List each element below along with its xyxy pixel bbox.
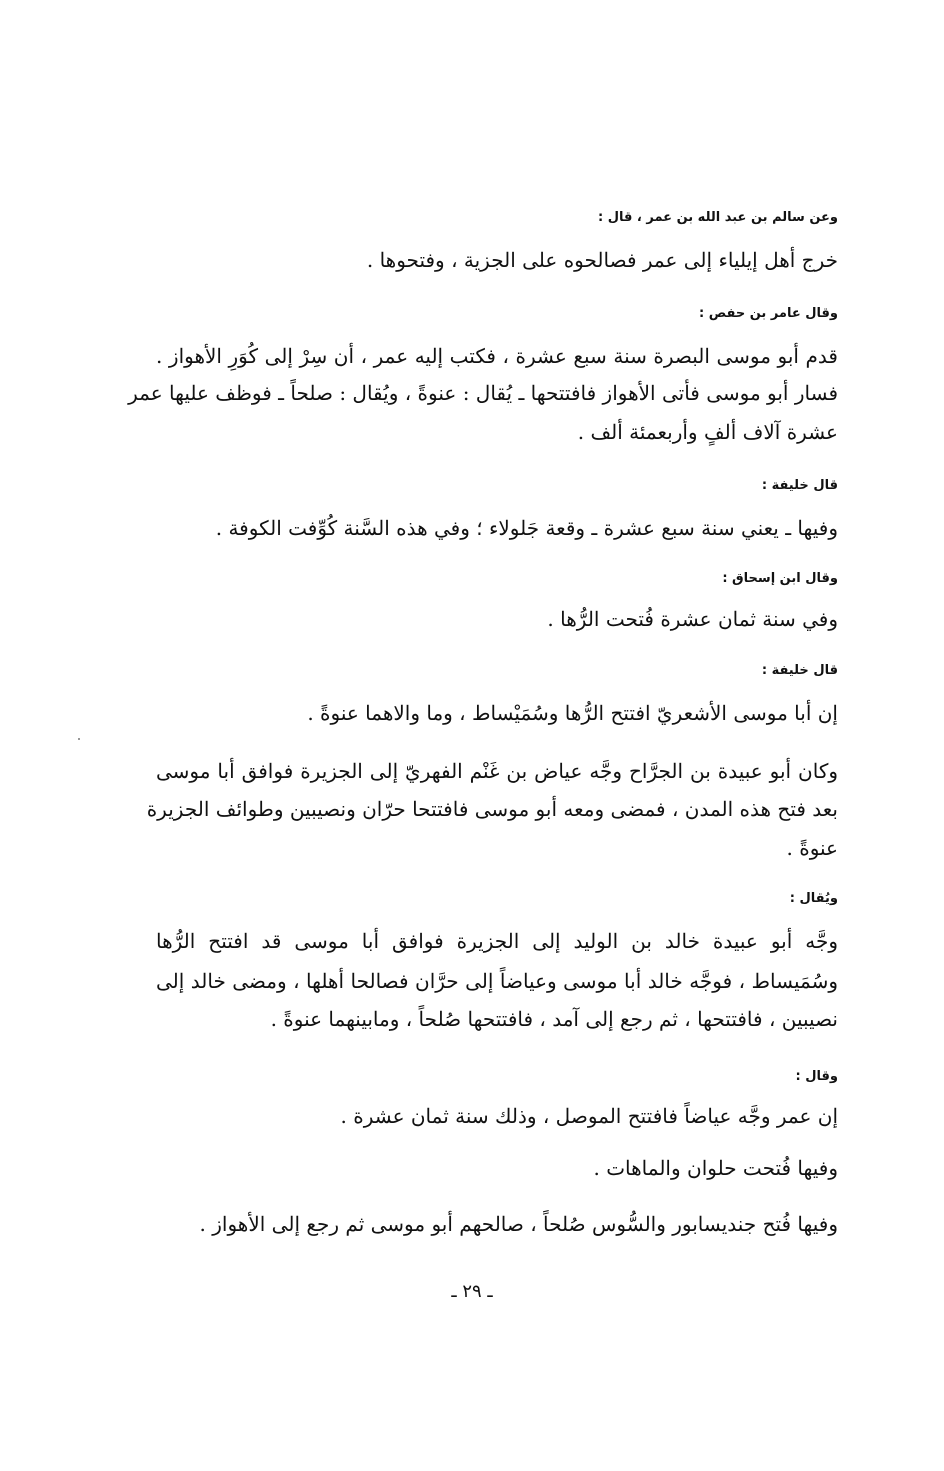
scan-speck	[78, 738, 80, 740]
text-line: فسار أبو موسى فأتى الأهواز فافتتحها ـ يُقال : عنوةً ، ويُقال : صلحاً ـ فوظف عليها عمر	[128, 381, 838, 405]
text-line: وكان أبو عبيدة بن الجرَّاح وجَّه عياض بن غَنْم الفهريّ إلى الجزيرة فوافق أبا موسى	[156, 759, 838, 783]
section-heading-4: وقال ابن إسحاق :	[722, 571, 838, 586]
text-line: بعد فتح هذه المدن ، فمضى ومعه أبو موسى فافتتحا حرّان ونصيبين وطوائف الجزيرة	[146, 797, 838, 821]
section-heading-6: ويُقال :	[789, 891, 838, 906]
text-line: خرج أهل إيلياء إلى عمر فصالحوه على الجزية ، وفتحوها .	[366, 248, 838, 272]
text-line: وسُمَيساط ، فوجَّه خالد أبا موسى وعياضاً إلى حرَّان فصالحا أهلها ، ومضى خالد إلى	[156, 969, 838, 993]
text-line: إن أبا موسى الأشعريّ افتتح الرُّها وسُمَيْساط ، وما والاهما عنوةً .	[307, 701, 838, 725]
text-line: إن عمر وجَّه عياضاً فافتتح الموصل ، وذلك سنة ثمان عشرة .	[340, 1104, 838, 1128]
section-heading-1: وعن سالم بن عبد الله بن عمر ، قال :	[597, 210, 838, 225]
section-heading-5: قال خليفة :	[761, 663, 838, 678]
text-line: عشرة آلاف ألفٍ وأربعمئة ألف .	[577, 420, 838, 444]
section-heading-7: وقال :	[795, 1069, 838, 1084]
text-line: وفيها ـ يعني سنة سبع عشرة ـ وقعة جَلولاء ؛ وفي هذه السَّنة كُوِّفت الكوفة .	[215, 516, 838, 540]
page-number: ـ ٢٩ ـ	[451, 1281, 493, 1302]
text-line: عنوةً .	[786, 836, 838, 860]
text-line: وجَّه أبو عبيدة خالد بن الوليد إلى الجزيرة فوافق أبا موسى قد افتتح الرُّها	[156, 929, 838, 953]
text-line: قدم أبو موسى البصرة سنة سبع عشرة ، فكتب إليه عمر ، أن سِرْ إلى كُوَرِ الأهواز .	[156, 344, 838, 368]
text-line: نصيبين ، فافتتحها ، ثم رجع إلى آمد ، فافتتحها صُلحاً ، ومابينهما عنوةً .	[270, 1007, 838, 1031]
text-line: وفيها فُتح جنديسابور والسُّوس صُلحاً ، صالحهم أبو موسى ثم رجع إلى الأهواز .	[199, 1212, 838, 1236]
text-line: وفي سنة ثمان عشرة فُتحت الرُّها .	[547, 607, 838, 631]
section-heading-2: وقال عامر بن حفص :	[699, 306, 838, 321]
section-heading-3: قال خليفة :	[761, 478, 838, 493]
text-line: وفيها فُتحت حلوان والماهات .	[593, 1156, 838, 1180]
